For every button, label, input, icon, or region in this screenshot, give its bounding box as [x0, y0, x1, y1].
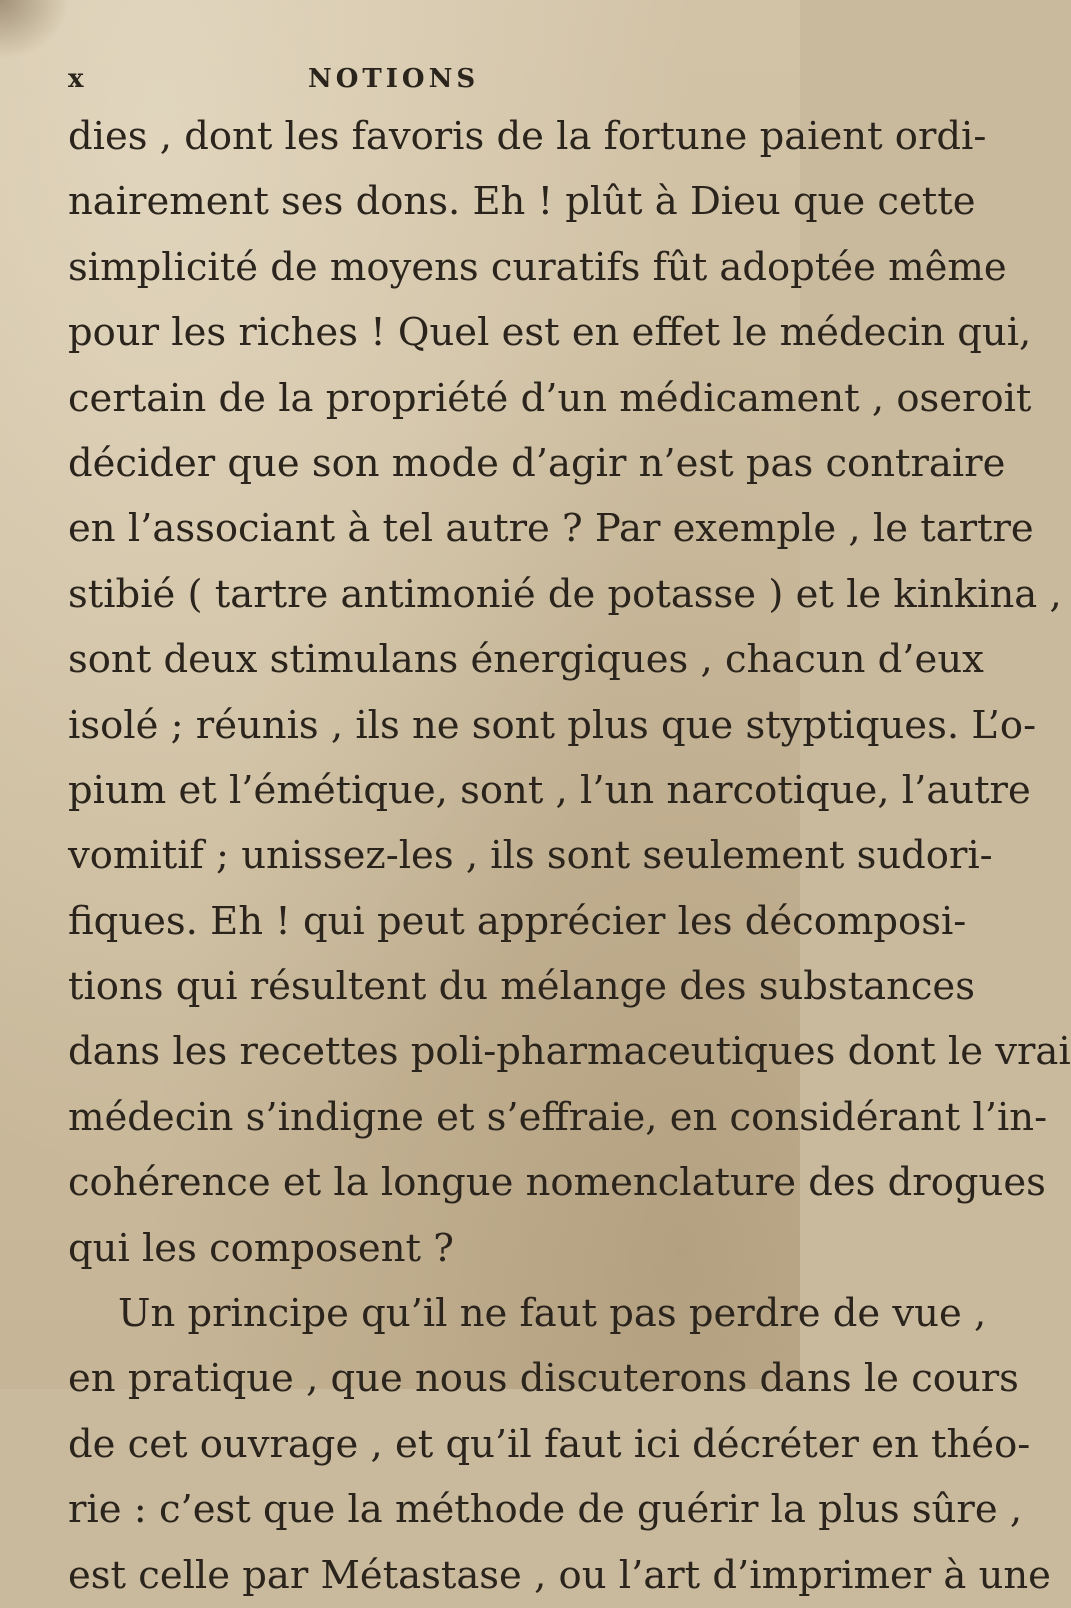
text-line: en pratique , que nous discuterons dans le cours [68, 1356, 1019, 1402]
text-line: rie : c’est que la méthode de guérir la plus sûre , [68, 1487, 1023, 1533]
text-line: cohérence et la longue nomenclature des drogues [68, 1160, 1046, 1206]
page-header [68, 60, 768, 100]
text-line: pium et l’émétique, sont , l’un narcotique, l’autre [68, 767, 1031, 813]
running-title: NOTIONS [308, 64, 480, 94]
page-corner-shadow [0, 0, 70, 60]
text-line: en l’associant à tel autre ? Par exemple , le tartre [68, 506, 1034, 552]
text-line: est celle par Métastase , ou l’art d’imprimer à une [68, 1552, 1051, 1598]
text-line: dans les recettes poli-pharmaceutiques dont le vrai [68, 1029, 1071, 1075]
text-line: médecin s’indigne et s’effraie, en considérant l’in- [68, 1094, 1048, 1140]
text-line: tions qui résultent du mélange des substances [68, 964, 975, 1010]
text-line: vomitif ; unissez-les , ils sont seulement sudori- [68, 833, 993, 879]
text-line: décider que son mode d’agir n’est pas contraire [68, 440, 1006, 486]
paragraph-start-line: Un principe qu’il ne faut pas perdre de vue , [118, 1291, 987, 1337]
paragraph-end-line: qui les composent ? [68, 1225, 454, 1271]
text-line: simplicité de moyens curatifs fût adoptée même [68, 244, 1007, 290]
body-text [68, 104, 1071, 1608]
text-line: dies , dont les favoris de la fortune paient ordi- [68, 114, 987, 159]
text-line: nairement ses dons. Eh ! plût à Dieu que cette [68, 179, 976, 225]
text-line: stibié ( tartre antimonié de potasse ) et le kinkina , [68, 571, 1062, 617]
text-line: sont deux stimulans énergiques , chacun d’eux [68, 637, 984, 683]
page-folio: x [68, 64, 88, 94]
text-line: certain de la propriété d’un médicament , oseroit [68, 375, 1032, 421]
text-line: fiques. Eh ! qui peut apprécier les décomposi- [68, 898, 967, 944]
text-line: de cet ouvrage , et qu’il faut ici décréter en théo- [68, 1421, 1031, 1467]
text-line: pour les riches ! Quel est en effet le médecin qui, [68, 310, 1032, 356]
text-line: isolé ; réunis , ils ne sont plus que styptiques. L’o- [68, 702, 1037, 748]
